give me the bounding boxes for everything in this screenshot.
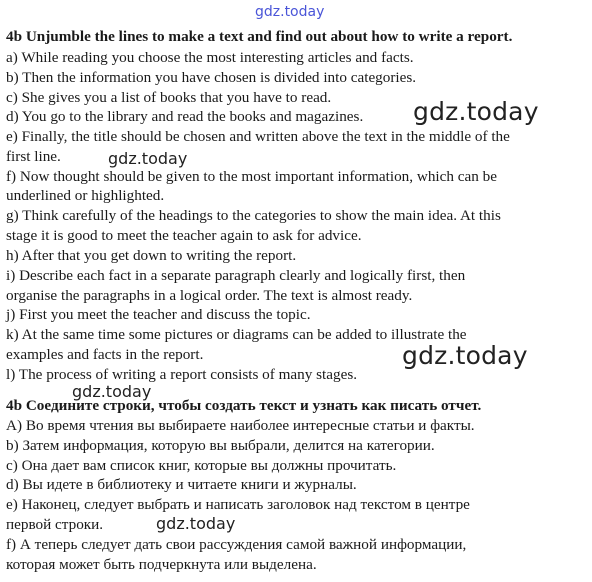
watermark-bottom: gdz.today xyxy=(156,514,236,533)
watermark-right-1: gdz.today xyxy=(413,97,539,126)
russian-line-c: c) Она дает вам список книг, которые вы должны прочитать. xyxy=(6,457,397,474)
russian-line-d: d) Вы идете в библиотеку и читаете книги и журналы. xyxy=(6,476,357,493)
english-line-d: d) You go to the library and read the books and magazines. xyxy=(6,108,364,125)
watermark-mid-2: gdz.today xyxy=(72,382,152,401)
exercise-heading-english: 4b Unjumble the lines to make a text and find out about how to write a report. xyxy=(6,28,513,45)
english-line-b: b) Then the information you have chosen is divided into categories. xyxy=(6,69,417,86)
russian-line-e: e) Наконец, следует выбрать и написать заголовок над текстом в центре xyxy=(6,496,470,513)
russian-line-f: f) А теперь следует дать свои рассуждения самой важной информации, xyxy=(6,536,467,553)
english-line-a: a) While reading you choose the most interesting articles and facts. xyxy=(6,49,414,66)
english-line-f: f) Now thought should be given to the most important information, which can be xyxy=(6,168,497,185)
english-line-j: j) First you meet the teacher and discuss the topic. xyxy=(6,306,311,323)
russian-line-f-cont: которая может быть подчеркнута или выделена. xyxy=(6,556,317,573)
watermark-right-2: gdz.today xyxy=(402,341,528,370)
english-line-f-cont: underlined or highlighted. xyxy=(6,187,165,204)
english-line-k-cont: examples and facts in the report. xyxy=(6,346,204,363)
russian-line-a: A) Во время чтения вы выбираете наиболее интересные статьи и факты. xyxy=(6,417,475,434)
russian-line-b: b) Затем информация, которую вы выбрали, делится на категории. xyxy=(6,437,435,454)
english-line-g: g) Think carefully of the headings to the categories to show the main idea. At this xyxy=(6,207,501,224)
watermark-top: gdz.today xyxy=(255,4,325,20)
english-line-i: i) Describe each fact in a separate paragraph clearly and logically first, then xyxy=(6,267,466,284)
english-line-g-cont: stage it is good to meet the teacher again to ask for advice. xyxy=(6,227,362,244)
exercise-heading-russian: 4b Соедините строки, чтобы создать текст и узнать как писать отчет. xyxy=(6,397,482,414)
english-line-e-cont: first line. xyxy=(6,148,61,165)
russian-line-e-cont: первой строки. xyxy=(6,516,104,533)
english-line-i-cont: organise the paragraphs in a logical order. The text is almost ready. xyxy=(6,287,413,304)
english-line-c: c) She gives you a list of books that you have to read. xyxy=(6,89,332,106)
english-line-e: e) Finally, the title should be chosen and written above the text in the middle of the xyxy=(6,128,510,145)
english-line-k: k) At the same time some pictures or diagrams can be added to illustrate the xyxy=(6,326,467,343)
watermark-mid-1: gdz.today xyxy=(108,149,188,168)
english-line-h: h) After that you get down to writing the report. xyxy=(6,247,297,264)
english-line-l: l) The process of writing a report consists of many stages. xyxy=(6,366,358,383)
